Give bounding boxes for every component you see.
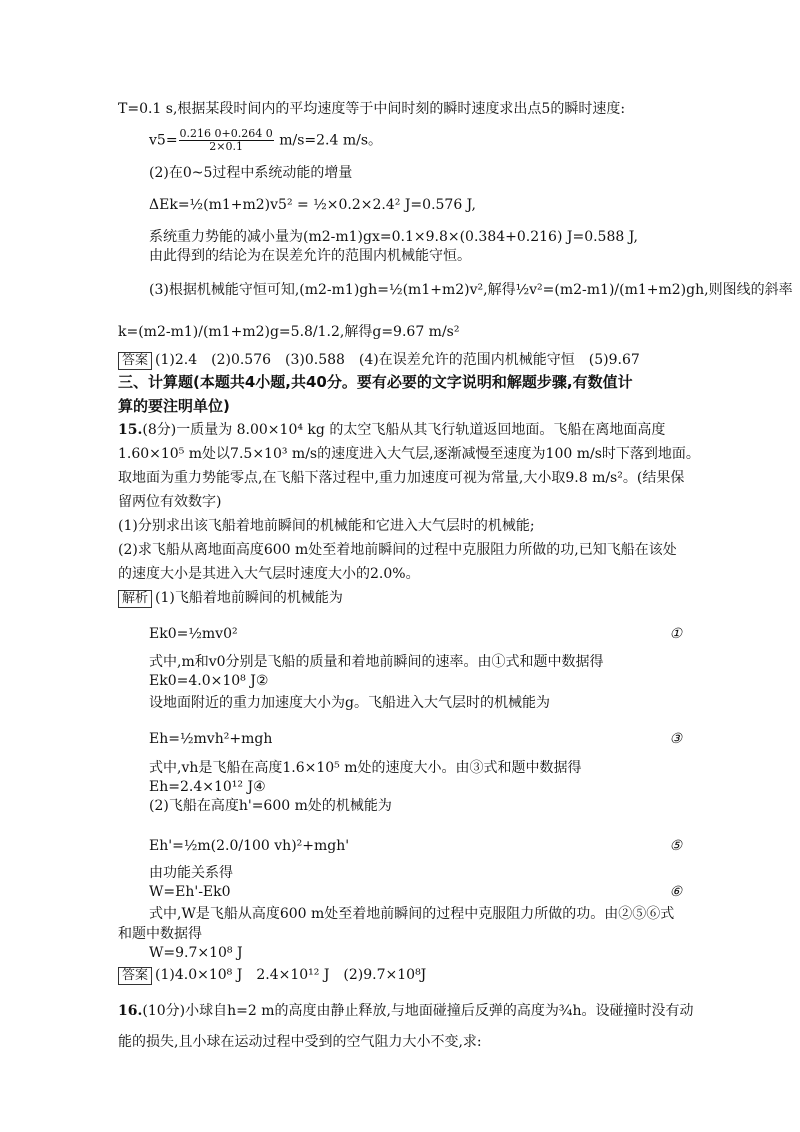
equation-number: ⑤ <box>669 838 682 854</box>
denominator: 2×0.1 <box>209 140 243 153</box>
question-line: 的速度大小是其进入大气层时速度大小的2.0%。 <box>118 566 420 582</box>
text-line: (2)在0~5过程中系统动能的增量 <box>149 165 353 181</box>
equation-line: Ek0=½mv0² <box>149 626 238 642</box>
answer-line <box>118 351 640 370</box>
equation-line: W=Eh'-Ek0 <box>149 884 231 900</box>
numerator: 0.216 0+0.264 0 <box>179 127 273 140</box>
answer-text: (1)4.0×10⁸ J 2.4×10¹² J (2)9.7×10⁸J <box>155 967 427 983</box>
answer-tag: 答案 <box>118 967 152 985</box>
equation-line: Ek0=4.0×10⁸ J② <box>149 673 269 689</box>
question-line: (1)分别求出该飞船着地前瞬间的机械能和它进入大气层时的机械能; <box>118 518 535 534</box>
question-text: (10分)小球自h=2 m的高度由静止释放,与地面碰撞后反弹的高度为¾h。设碰撞时没有动 <box>142 1003 694 1019</box>
section-heading: 三、计算题(本题共4小题,共40分。要有必要的文字说明和解题步骤,有数值计 <box>118 373 633 391</box>
question-line: 取地面为重力势能零点,在飞船下落过程中,重力加速度可视为常量,大小取9.8 m/s²。(结果保 <box>118 470 685 486</box>
question-line: 能的损失,且小球在运动过程中受到的空气阻力大小不变,求: <box>118 1034 482 1050</box>
question-line <box>118 1002 694 1020</box>
equation-number: ③ <box>669 731 682 747</box>
text-line: 式中,W是飞船从高度600 m处至着地前瞬间的过程中克服阻力所做的功。由②⑤⑥式 <box>149 906 675 922</box>
question-number: 15. <box>118 422 143 438</box>
question-line: 1.60×10⁵ m处以7.5×10³ m/s的速度进入大气层,逐渐减慢至速度为100 m/s时下落到地面。 <box>118 446 700 462</box>
answer-line <box>118 966 426 985</box>
text-line: 由此得到的结论为在误差允许的范围内机械能守恒。 <box>149 248 471 264</box>
text-line: (3)根据机械能守恒可知,(m2-m1)gh=½(m1+m2)v²,解得½v²=(m2-m1)/(m1+m2)gh,则图线的斜率 <box>149 282 793 298</box>
equation-line: ΔEk=½(m1+m2)v5² = ½×0.2×2.4² J=0.576 J, <box>149 197 476 213</box>
equation-line: k=(m2-m1)/(m1+m2)g=5.8/1.2,解得g=9.67 m/s² <box>118 324 460 340</box>
text-line: 系统重力势能的减小量为(m2-m1)gx=0.1×9.8×(0.384+0.216) J=0.588 J, <box>149 229 638 245</box>
text-line: 式中,vh是飞船在高度1.6×10⁵ m处的速度大小。由③式和题中数据得 <box>149 760 582 776</box>
equation-line: W=9.7×10⁸ J <box>149 945 243 961</box>
eq-lhs: v5= <box>149 132 178 149</box>
equation-number: ⑥ <box>669 884 682 900</box>
text-line: 式中,m和v0分别是飞船的质量和着地前瞬间的速率。由①式和题中数据得 <box>149 654 604 670</box>
text-line: 和题中数据得 <box>118 926 202 942</box>
analysis-tag: 解析 <box>118 590 152 608</box>
eq-rhs: m/s=2.4 m/s。 <box>279 132 383 149</box>
question-line <box>118 421 665 439</box>
equation-number: ① <box>669 626 682 642</box>
equation-line: Eh=½mvh²+mgh <box>149 731 273 747</box>
text-line: 由功能关系得 <box>149 865 233 881</box>
section-heading: 算的要注明单位) <box>118 397 230 415</box>
question-line: (2)求飞船从离地面高度600 m处至着地前瞬间的过程中克服阻力所做的功,已知飞船在该处 <box>118 542 677 558</box>
fraction <box>179 128 274 153</box>
answer-text: (1)2.4 (2)0.576 (3)0.588 (4)在误差允许的范围内机械能守恒 (5)9.67 <box>155 352 640 368</box>
answer-tag: 答案 <box>118 352 152 370</box>
analysis-line <box>118 589 343 608</box>
analysis-text: (1)飞船着地前瞬间的机械能为 <box>155 590 343 606</box>
text-line: 设地面附近的重力加速度大小为g。飞船进入大气层时的机械能为 <box>149 695 550 711</box>
equation-line: Eh'=½m(2.0/100 vh)²+mgh' <box>149 838 350 854</box>
equation-v5 <box>149 128 382 153</box>
equation-line: Eh=2.4×10¹² J④ <box>149 779 266 795</box>
text-line: T=0.1 s,根据某段时间内的平均速度等于中间时刻的瞬时速度求出点5的瞬时速度: <box>118 101 626 117</box>
text-line: (2)飞船在高度h'=600 m处的机械能为 <box>149 798 392 814</box>
question-number: 16. <box>118 1003 143 1019</box>
question-line: 留两位有效数字) <box>118 494 222 510</box>
question-text: (8分)一质量为 8.00×10⁴ kg 的太空飞船从其飞行轨道返回地面。飞船在离地面高度 <box>142 422 666 438</box>
